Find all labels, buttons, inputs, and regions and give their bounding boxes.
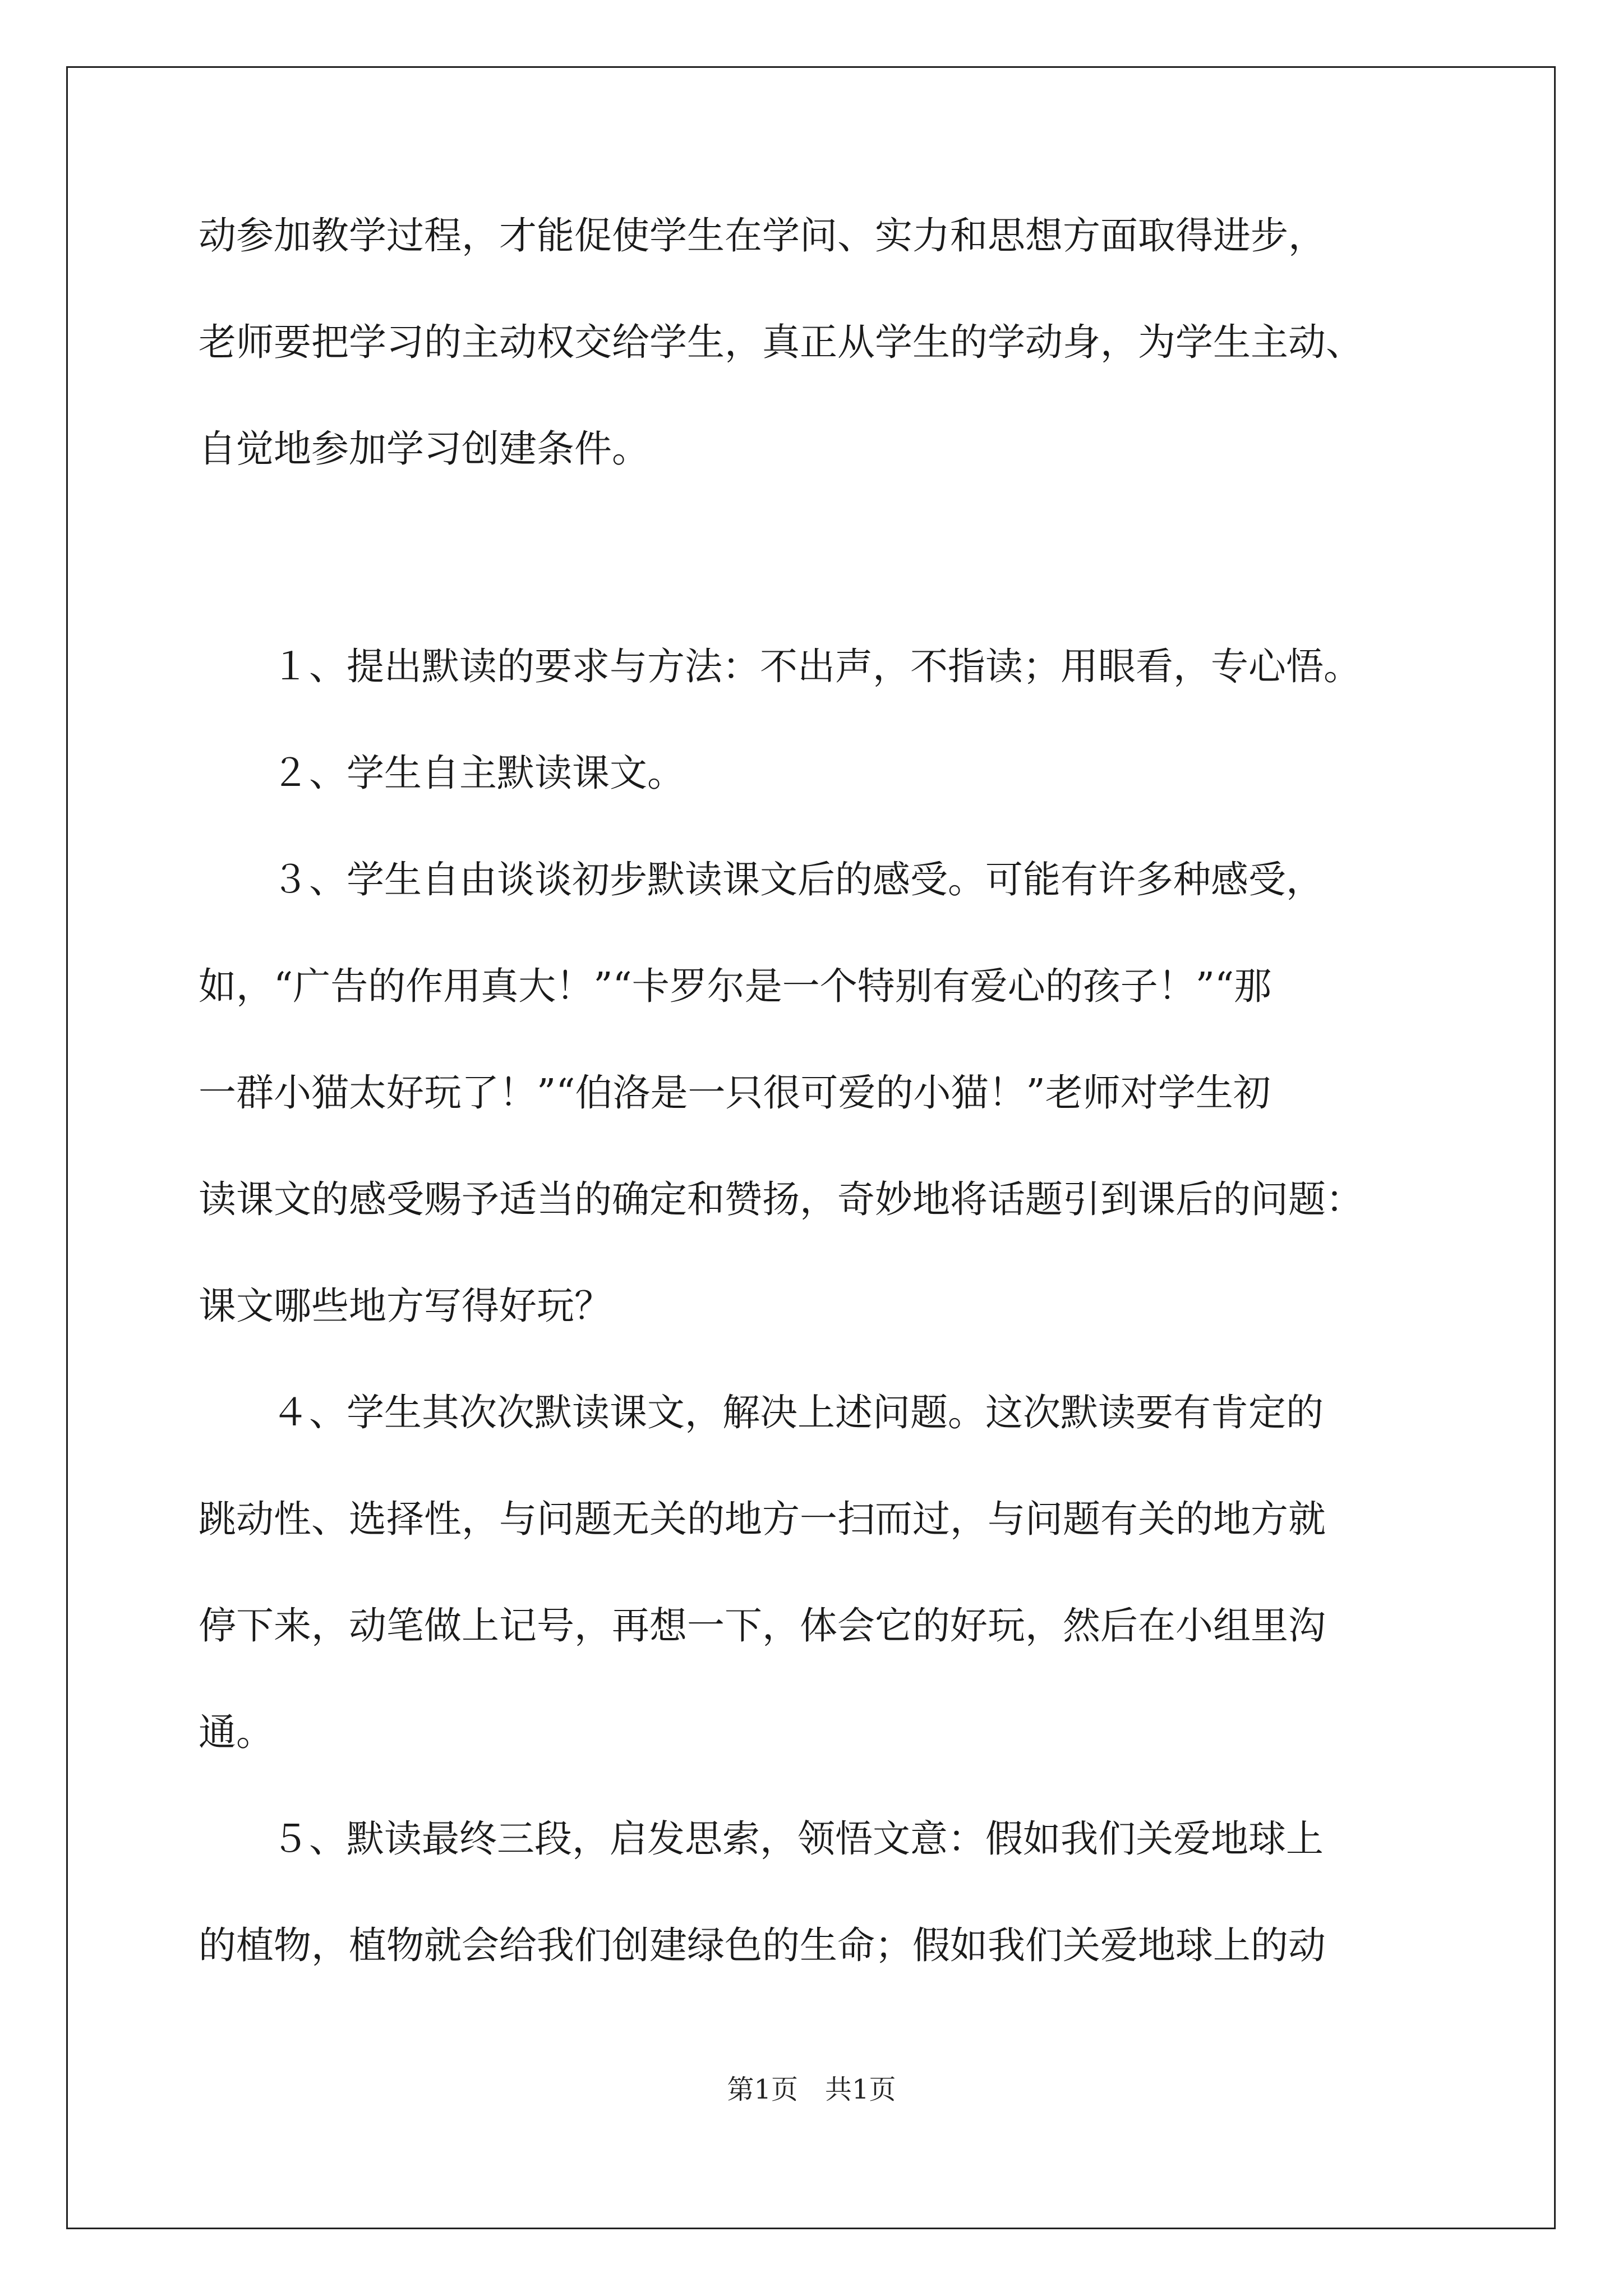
text-line: 如，“广告的作用真大！”“卡罗尔是一个特别有爱心的孩子！”“那: [199, 964, 1272, 1008]
text-line: 课文哪些地方写得好玩？: [199, 1284, 612, 1328]
text-line: 的植物，植物就会给我们创建绿色的生命；假如我们关爱地球上的动: [199, 1924, 1326, 1967]
text-line: ５、默读最终三段，启发思索，领悟文意：假如我们关爱地球上: [271, 1817, 1324, 1861]
text-line: ３、学生自由谈谈初步默读课文后的感受。可能有许多种感受，: [271, 858, 1324, 901]
text-line: 读课文的感受赐予适当的确定和赞扬，奇妙地将话题引到课后的问题：: [199, 1177, 1363, 1221]
text-line: 自觉地参加学习创建条件。: [199, 427, 649, 471]
text-line: 通。: [199, 1710, 274, 1754]
text-line: 停下来，动笔做上记号，再想一下，体会它的好玩，然后在小组里沟: [199, 1604, 1326, 1648]
text-line: 动参加教学过程，才能促使学生在学问、实力和思想方面取得进步，: [199, 214, 1326, 257]
text-line: 跳动性、选择性，与问题无关的地方一扫而过，与问题有关的地方就: [199, 1497, 1326, 1541]
text-line: 一群小猫太好玩了！”“伯洛是一只很可爱的小猫！”老师对学生初: [199, 1071, 1271, 1115]
text-line: 老师要把学习的主动权交给学生，真正从学生的学动身，为学生主动、: [199, 320, 1363, 364]
page-border: [66, 66, 1556, 2229]
text-line: ４、学生其次次默读课文，解决上述问题。这次默读要有肯定的: [271, 1391, 1324, 1434]
text-line: １、提出默读的要求与方法：不出声，不指读；用眼看，专心悟。: [271, 645, 1361, 688]
page-number-footer: 第1页 共1页: [727, 2074, 896, 2105]
text-line: ２、学生自主默读课文。: [271, 751, 685, 795]
